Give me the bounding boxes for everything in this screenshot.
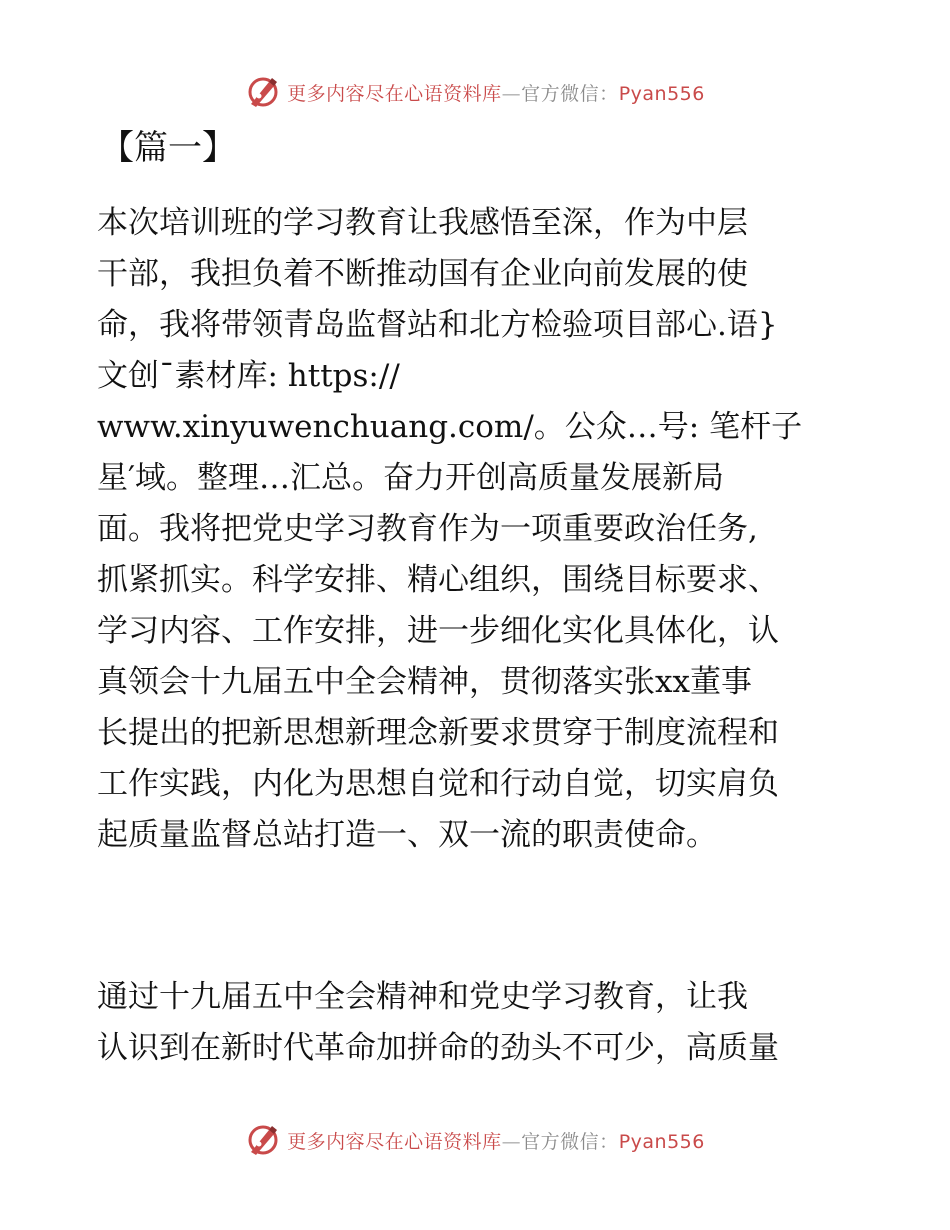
paragraph-2 bbox=[97, 972, 857, 1074]
text-line: 面。我将把党史学习教育作为一项重要政治任务, bbox=[97, 511, 758, 547]
footer-watermark bbox=[0, 1120, 950, 1160]
text-line: 本次培训班的学习教育让我感悟至深，作为中层 bbox=[97, 205, 748, 241]
paragraph-1 bbox=[97, 198, 857, 861]
text-line: 星′域。整理…汇总。奋力开创高质量发展新局 bbox=[97, 460, 725, 496]
text-line: 认识到在新时代革命加拼命的劲头不可少，高质量 bbox=[97, 1030, 779, 1066]
text-line: 真领会十九届五中全会精神，贯彻落实张xx董事 bbox=[97, 664, 752, 700]
pen-logo-icon bbox=[245, 1122, 281, 1158]
pen-logo-icon bbox=[245, 74, 281, 110]
text-line: 通过十九届五中全会精神和党史学习教育，让我 bbox=[97, 979, 748, 1015]
text-line: www.xinyuwenchuang.com/。公众…号: 笔杆子 bbox=[97, 409, 803, 445]
text-line: 干部，我担负着不断推动国有企业向前发展的使 bbox=[97, 256, 748, 292]
text-line: 抓紧抓实。科学安排、精心组织，围绕目标要求、 bbox=[97, 562, 779, 598]
text-line: 起质量监督总站打造一、双一流的职责使命。 bbox=[97, 817, 717, 853]
text-line: 学习内容、工作安排，进一步细化实化具体化，认 bbox=[97, 613, 779, 649]
text-line: 文创¯素材库: https:// bbox=[97, 358, 400, 394]
text-line: 长提出的把新思想新理念新要求贯穿于制度流程和 bbox=[97, 715, 779, 751]
watermark-text: 更多内容尽在心语资料库—官方微信：Pyan556 bbox=[287, 1130, 705, 1153]
text-line: 工作实践，内化为思想自觉和行动自觉，切实肩负 bbox=[97, 766, 779, 802]
watermark-text: 更多内容尽在心语资料库—官方微信：Pyan556 bbox=[287, 82, 705, 105]
header-watermark bbox=[0, 72, 950, 112]
text-line: 命，我将带领青岛监督站和北方检验项目部心.语} bbox=[97, 307, 778, 343]
section-heading: 【篇一】 bbox=[100, 128, 236, 168]
